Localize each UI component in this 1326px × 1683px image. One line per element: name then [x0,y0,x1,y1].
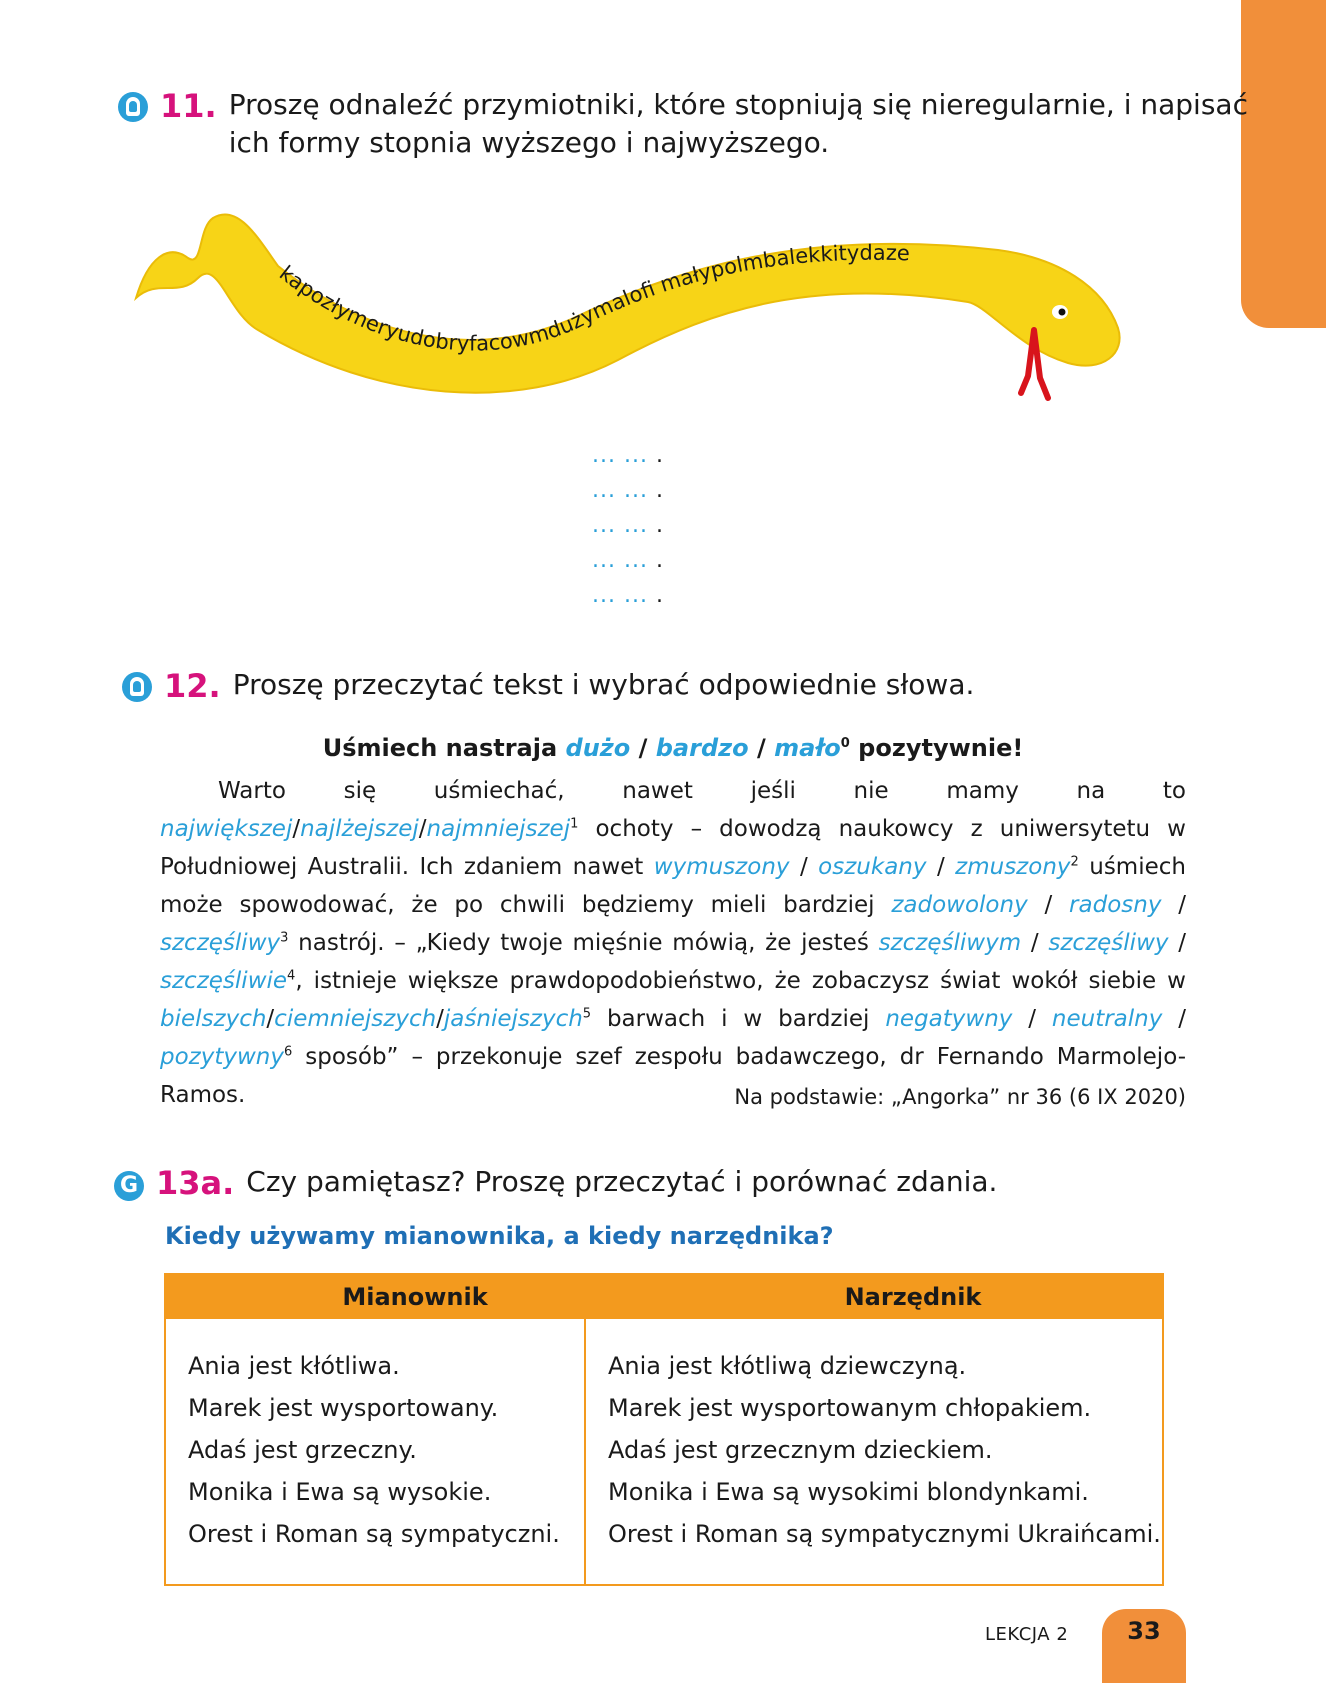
word-option[interactable]: zadowolony [891,892,1028,918]
instruction-line: ich formy stopnia wyższego i najwyższego. [228,126,830,159]
exercise-12-header [122,666,974,706]
answer-blank: ... ... [592,443,648,468]
snake-illustration [118,188,1180,418]
table-cell: Marek jest wysportowany. [188,1394,499,1422]
answer-period: . [655,548,664,573]
table-cell: Orest i Roman są sympatyczni. [188,1520,560,1548]
option-separator: / [789,854,819,880]
table-cell: Adaś jest grzeczny. [188,1436,417,1464]
exercise-13a-header [114,1163,997,1203]
exercise-instruction: Proszę przeczytać tekst i wybrać odpowiednie słowa. [232,668,975,701]
listen-head-icon [122,672,152,702]
word-option[interactable]: negatywny [885,1006,1013,1032]
footnote-mark: 5 [582,1006,592,1022]
text-run: barwach i w bardziej [591,1006,886,1032]
answer-blank: ... ... [592,583,648,608]
text-run: , istnieje większe prawdopodobieństwo, że zobaczysz świat wokół siebie w [295,968,1186,994]
answer-row[interactable] [592,578,664,613]
table-cell: Orest i Roman są sympatycznymi Ukraińcami. [608,1520,1161,1548]
title-option[interactable]: mało [774,734,841,762]
footnote-mark: 6 [283,1044,293,1060]
table-body [166,1319,1162,1584]
snake-graphic [118,188,1180,418]
table-cell: Monika i Ewa są wysokie. [188,1478,492,1506]
footnote-mark: 3 [280,930,289,946]
exercise-instruction: Czy pamiętasz? Proszę przeczytać i porównać zdania. [246,1165,998,1198]
option-separator: / [1162,1006,1186,1032]
text-run: Warto się uśmiechać, nawet jeśli nie mamy na to [218,778,1186,804]
table-cell: Marek jest wysportowanym chłopakiem. [608,1394,1092,1422]
table-cell: Monika i Ewa są wysokimi blondynkami. [608,1478,1089,1506]
exercise-instruction [229,86,1248,162]
option-separator: / [418,816,427,842]
word-option[interactable]: ciemniejszych [274,1006,437,1032]
word-option[interactable]: szczęśliwie [160,968,288,994]
snake-letters-path: kapozłymeryudobryfacowmdużymalofi małypolmbalekkitydaze [274,240,911,356]
answer-row[interactable] [592,508,664,543]
answer-period: . [655,513,664,538]
word-option[interactable]: najmniejszej [426,816,571,842]
page-number: 33 [1102,1609,1186,1683]
word-option[interactable]: jaśniejszych [443,1006,583,1032]
answer-blank: ... ... [592,478,648,503]
table-header [166,1275,1162,1319]
exercise-number: 13a. [156,1164,235,1202]
option-separator: / [1012,1006,1052,1032]
word-option[interactable]: radosny [1069,892,1162,918]
text-run: nastrój. – „Kiedy twoje mięśnie mówią, że jesteś [288,930,879,956]
column-header-narzednik: Narzędnik [844,1283,982,1311]
table-cell: Adaś jest grzecznym dzieckiem. [608,1436,993,1464]
chapter-tab [1241,0,1326,328]
text-title [160,732,1186,764]
source-citation: Na podstawie: „Angorka” nr 36 (6 IX 2020) [734,1085,1186,1109]
column-mianownik [166,1319,586,1584]
answer-row[interactable] [592,543,664,578]
footnote-mark: 2 [1070,854,1079,870]
word-option[interactable]: szczęśliwy [160,930,281,956]
title-separator: / [748,734,775,762]
exercise-11-header [118,86,1248,162]
footnote-mark: 4 [287,968,296,984]
word-option[interactable]: szczęśliwym [878,930,1022,956]
answer-row[interactable] [592,473,664,508]
title-option[interactable]: dużo [565,734,631,762]
grammar-question: Kiedy używamy mianownika, a kiedy narzędnika? [165,1222,834,1250]
exercise-number: 11. [160,87,217,125]
column-header-mianownik: Mianownik [342,1283,488,1311]
title-option[interactable]: bardzo [655,734,749,762]
text-run: sposób” – przekonuje szef zespołu badawczego, dr Fernando Marmolejo-Ramos. [160,1044,1186,1108]
grammar-table [164,1273,1164,1586]
word-option[interactable]: bielszych [160,1006,267,1032]
answer-period: . [655,583,664,608]
title-text: Uśmiech nastraja [322,734,566,762]
answer-blank: ... ... [592,548,648,573]
option-separator: / [1021,930,1049,956]
exercise-number: 12. [164,667,221,705]
footnote-mark: 1 [570,816,579,832]
text-run: uśmiech może spowodować, że po chwili będziemy mieli bardziej [160,854,1186,918]
instruction-line: Proszę odnaleźć przymiotniki, które stopniują się nieregularnie, i napisać [228,88,1248,121]
answer-period: . [655,443,664,468]
word-option[interactable]: pozytywny [160,1044,284,1070]
grammar-icon: G [114,1171,144,1201]
title-separator: / [630,734,656,762]
answer-row[interactable] [592,438,664,473]
option-separator: / [436,1006,444,1032]
footnote-mark: 0 [840,736,850,751]
answer-period: . [655,478,664,503]
option-separator: / [1168,930,1187,956]
answer-blank: ... ... [592,513,648,538]
snake-pupil [1059,309,1066,316]
column-narzednik [586,1319,1162,1584]
option-separator: / [266,1006,275,1032]
option-separator: / [1027,892,1070,918]
word-option[interactable]: neutralny [1051,1006,1163,1032]
table-cell: Ania jest kłótliwa. [188,1352,400,1380]
answer-lines [592,438,664,613]
option-separator: / [1161,892,1187,918]
lesson-label: LEKCJA 2 [985,1624,1069,1645]
reading-text [160,772,1186,1114]
word-option[interactable]: oszukany [818,854,927,880]
listen-head-icon [118,92,148,122]
option-separator: / [292,816,301,842]
word-option[interactable]: wymuszony [653,854,790,880]
option-separator: / [926,854,956,880]
text-run: ochoty – dowodzą naukowcy z uniwersytetu w Południowej Australii. Ich zdaniem nawet [160,816,1186,880]
title-text: pozytywnie! [849,734,1024,762]
word-option[interactable]: najlżejszej [300,816,419,842]
word-option[interactable]: największej [160,816,293,842]
word-option[interactable]: zmuszony [955,854,1071,880]
word-option[interactable]: szczęśliwy [1048,930,1169,956]
table-cell: Ania jest kłótliwą dziewczyną. [608,1352,967,1380]
